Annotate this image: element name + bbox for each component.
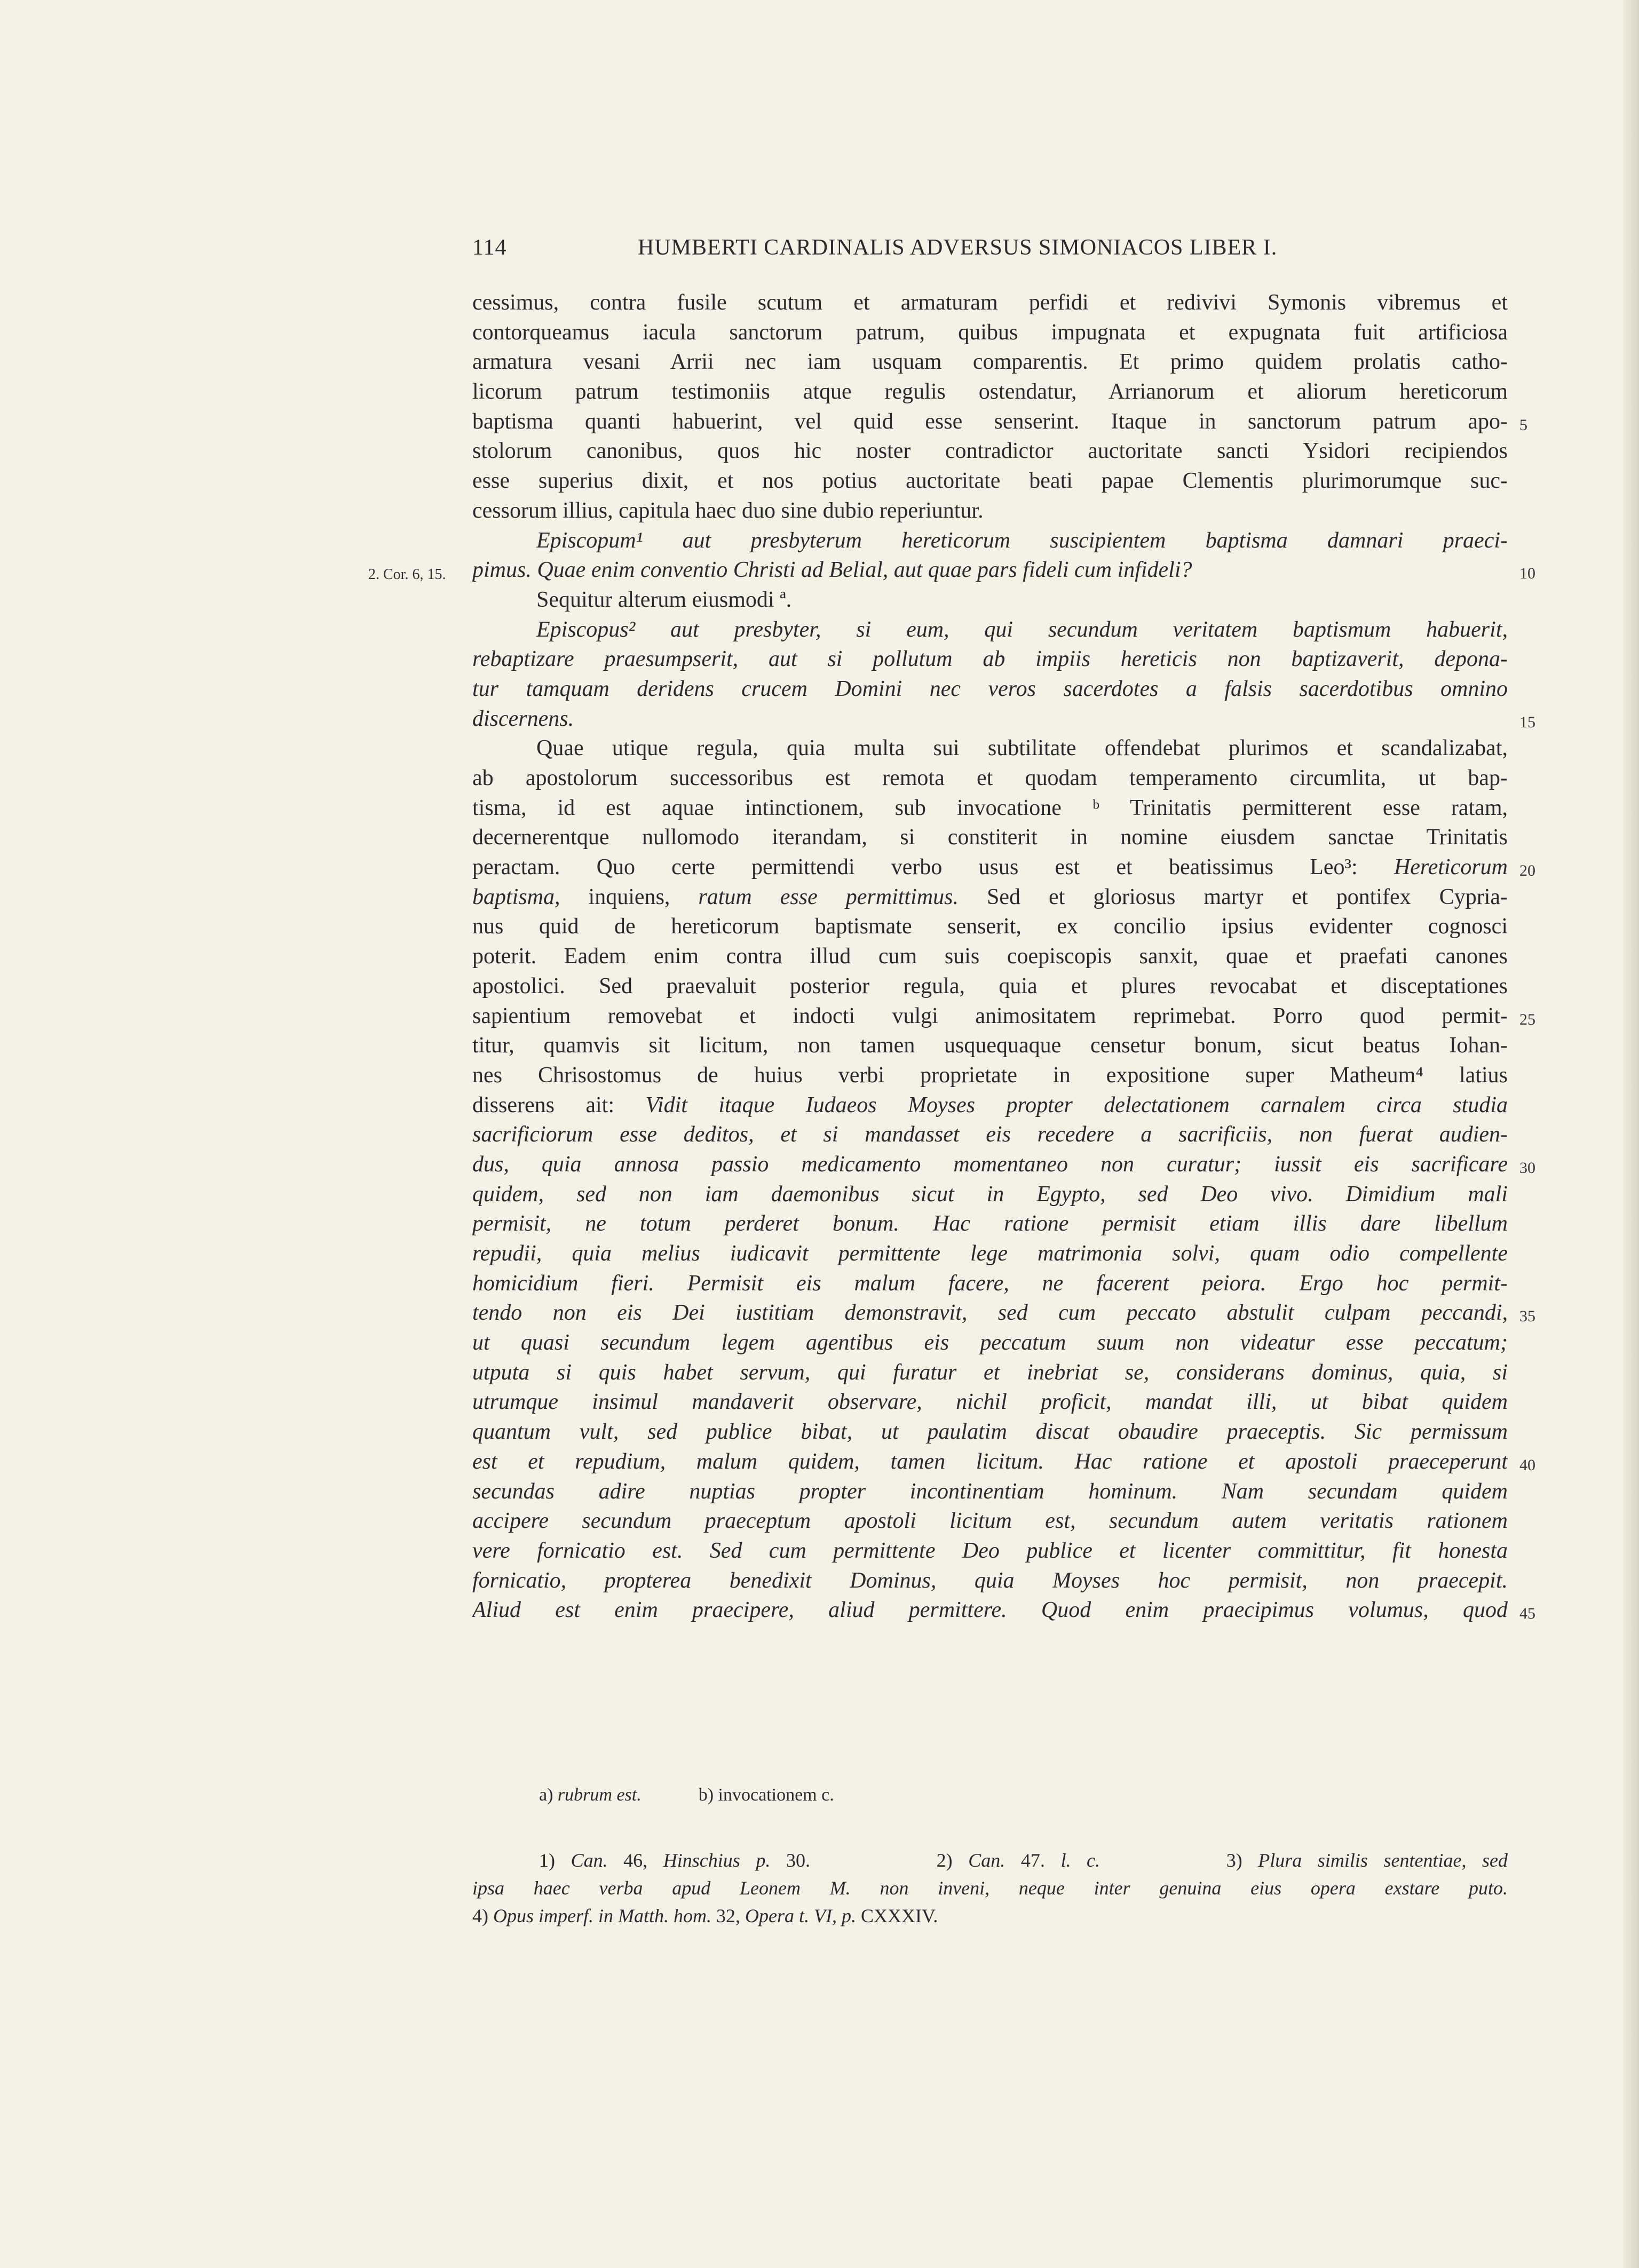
text-line	[472, 526, 1508, 556]
text-line	[472, 1477, 1508, 1507]
line-text: decernerentque nullomodo iterandam, si constiterit in nomine eiusdem sanctae Trinitatis	[472, 825, 1508, 850]
text-line	[472, 347, 1508, 377]
text-line	[472, 853, 1535, 883]
line-text: baptisma, inquiens, ratum esse permittimus. Sed et gloriosus martyr et pontifex Cypria-	[472, 884, 1508, 909]
line-text: esse superius dixit, et nos potius auctoritate beati papae Clementis plurimorumque suc-	[472, 469, 1508, 494]
page-edge-shadow	[1623, 0, 1639, 2268]
line-text: quantum vult, sed publice bibat, ut paulatim discat obaudire praeceptis. Sic permissum	[472, 1420, 1508, 1445]
text-line	[472, 1061, 1508, 1091]
line-number: 15	[1519, 713, 1535, 731]
text-line	[472, 1506, 1508, 1536]
text-line	[472, 437, 1508, 466]
text-line	[472, 823, 1508, 853]
running-title: HUMBERTI CARDINALIS ADVERSUS SIMONIACOS LIBER I.	[638, 235, 1278, 260]
critical-apparatus	[539, 1785, 834, 1805]
line-text: tur tamquam deridens crucem Domini nec veros sacerdotes a falsis sacerdotibus omnino	[472, 676, 1508, 701]
margin-reference: 2. Cor. 6, 15.	[368, 566, 446, 583]
line-text: Episcopum¹ aut presbyterum hereticorum suscipientem baptisma damnari praeci-	[536, 528, 1508, 553]
text-line	[368, 556, 1535, 585]
text-line	[472, 1596, 1535, 1625]
text-line	[472, 1447, 1535, 1477]
line-text: discernens.	[472, 706, 574, 731]
critical-note-b-text: invocationem c.	[718, 1785, 834, 1805]
text-line	[472, 794, 1508, 823]
line-text: est et repudium, malum quidem, tamen licitum. Hac ratione et apostoli praeceperunt	[472, 1449, 1508, 1474]
text-line	[472, 764, 1508, 794]
line-text: repudii, quia melius iudicavit permittente lege matrimonia solvi, quam odio compellente	[472, 1241, 1508, 1266]
line-text: ut quasi secundum legem agentibus eis peccatum suum non videatur esse peccatum;	[472, 1330, 1508, 1355]
line-text: Episcopus² aut presbyter, si eum, qui secundum veritatem baptismum habuerit,	[536, 617, 1508, 642]
line-text: rebaptizare praesumpserit, aut si pollutum ab impiis hereticis non baptizaverit, depona-	[472, 647, 1508, 672]
line-text: homicidium fieri. Permisit eis malum facere, ne facerent peiora. Ergo hoc permit-	[472, 1271, 1508, 1296]
line-text: ab apostolorum successoribus est remota et quodam temperamento circumlita, ut bap-	[472, 766, 1508, 790]
line-text: Sequitur alterum eiusmodi ª.	[536, 587, 792, 612]
footnotes	[472, 1846, 1508, 1930]
text-line	[472, 466, 1508, 496]
line-text: vere fornicatio est. Sed cum permittente Deo publice et licenter committitur, fit honesta	[472, 1538, 1508, 1563]
line-text: Aliud est enim praecipere, aliud permittere. Quod enim praecipimus volumus, quod	[472, 1598, 1508, 1623]
line-text: nes Chrisostomus de huius verbi proprietate in expositione super Matheum⁴ latius	[472, 1062, 1508, 1088]
text-line	[472, 1269, 1508, 1299]
line-number: 30	[1519, 1159, 1535, 1177]
footnote-line: 4) Opus imperf. in Matth. hom. 32, Opera t. VI, p. CXXXIV.	[472, 1905, 938, 1926]
critical-note-a-mark: a)	[539, 1785, 553, 1805]
page-number: 114	[472, 235, 507, 260]
line-text: poterit. Eadem enim contra illud cum suis coepiscopis sanxit, quae et praefati canones	[472, 944, 1508, 969]
text-line	[472, 496, 1508, 526]
line-text: accipere secundum praeceptum apostoli licitum est, secundum autem veritatis rationem	[472, 1509, 1508, 1534]
text-line	[472, 1120, 1508, 1150]
text-line	[472, 704, 1535, 734]
line-text: Quae utique regula, quia multa sui subtilitate offendebat plurimos et scandalizabat,	[536, 736, 1508, 761]
main-text	[368, 288, 1535, 1625]
line-number: 10	[1519, 565, 1535, 583]
text-line	[472, 1239, 1508, 1269]
line-number: 40	[1519, 1456, 1535, 1474]
line-number: 25	[1519, 1010, 1535, 1028]
line-text: secundas adire nuptias propter incontinentiam hominum. Nam secundam quidem	[472, 1479, 1508, 1504]
line-text: licorum patrum testimoniis atque regulis ostendatur, Arrianorum et aliorum hereticorum	[472, 379, 1508, 405]
text-line	[472, 407, 1527, 437]
text-line	[472, 1298, 1535, 1328]
line-number: 5	[1519, 416, 1527, 434]
line-number: 20	[1519, 862, 1535, 880]
text-line	[472, 1536, 1508, 1566]
text-line	[472, 1417, 1508, 1447]
footnote-line: ipsa haec verba apud Leonem M. non inveni, neque inter genuina eius opera exstare puto.	[472, 1877, 1508, 1899]
critical-note-b-mark: b)	[698, 1785, 714, 1805]
text-line	[472, 912, 1508, 942]
text-line	[472, 1091, 1508, 1121]
line-text: peractam. Quo certe permittendi verbo usus est et beatissimus Leo³: Hereticorum	[472, 855, 1508, 880]
line-text: dus, quia annosa passio medicamento momentaneo non curatur; iussit eis sacrificare	[472, 1152, 1508, 1177]
line-number: 35	[1519, 1307, 1535, 1326]
line-text: utputa si quis habet servum, qui furatur et inebriat se, considerans dominus, quia, si	[472, 1360, 1508, 1385]
text-line	[472, 883, 1508, 913]
line-text: utrumque insimul mandaverit observare, nichil proficit, mandat illi, ut bibat quidem	[472, 1390, 1508, 1415]
line-text: armatura vesani Arrii nec iam usquam comparentis. Et primo quidem prolatis catho-	[472, 350, 1508, 375]
text-line	[472, 615, 1508, 645]
text-line	[472, 288, 1508, 318]
line-text: cessorum illius, capitula haec duo sine dubio reperiuntur.	[472, 498, 984, 523]
text-line	[472, 1031, 1508, 1061]
text-line	[472, 1002, 1535, 1032]
line-text: pimus. Quae enim conventio Christi ad Belial, aut quae pars fideli cum infideli?	[472, 558, 1192, 583]
line-text: quidem, sed non iam daemonibus sicut in Egypto, sed Deo vivo. Dimidium mali	[472, 1181, 1508, 1207]
text-line	[472, 377, 1508, 407]
text-line	[472, 1328, 1508, 1358]
line-text: permisit, ne totum perderet bonum. Hac ratione permisit etiam illis dare libellum	[472, 1211, 1508, 1236]
line-text: tisma, id est aquae intinctionem, sub invocatione ᵇ Trinitatis permitterent esse ratam,	[472, 795, 1508, 820]
text-line	[472, 1566, 1508, 1596]
line-text: apostolici. Sed praevaluit posterior regula, quia et plures revocabat et disceptationes	[472, 973, 1508, 998]
critical-note-a-text: rubrum est.	[557, 1785, 642, 1805]
line-text: nus quid de hereticorum baptismate senserit, ex concilio ipsius evidenter cognosci	[472, 914, 1508, 939]
line-text: disserens ait: Vidit itaque Iudaeos Moyses propter delectationem carnalem circa studia	[472, 1092, 1508, 1117]
line-number: 45	[1519, 1605, 1535, 1623]
text-line	[472, 1180, 1508, 1210]
line-text: contorqueamus iacula sanctorum patrum, quibus impugnata et expugnata fuit artificiosa	[472, 320, 1508, 345]
text-line	[472, 675, 1508, 704]
line-text: sapientium removebat et indocti vulgi animositatem reprimebat. Porro quod permit-	[472, 1003, 1508, 1028]
line-text: baptisma quanti habuerint, vel quid esse senserint. Itaque in sanctorum patrum apo-	[472, 409, 1508, 434]
line-text: cessimus, contra fusile scutum et armaturam perfidi et redivivi Symonis vibremus et	[472, 290, 1508, 315]
line-text: fornicatio, propterea benedixit Dominus, quia Moyses hoc permisit, non praecepit.	[472, 1568, 1508, 1593]
text-line	[472, 942, 1508, 972]
line-text: sacrificiorum esse deditos, et si mandasset eis recedere a sacrificiis, non fuerat audien-	[472, 1122, 1508, 1147]
text-line	[472, 645, 1508, 675]
text-line	[472, 1150, 1535, 1180]
line-text: tendo non eis Dei iustitiam demonstravit, sed cum peccato abstulit culpam peccandi,	[472, 1300, 1508, 1326]
text-line	[472, 1209, 1508, 1239]
line-text: titur, quamvis sit licitum, non tamen usquequaque censetur bonum, sicut beatus Iohan-	[472, 1033, 1508, 1058]
text-line	[472, 1387, 1508, 1417]
text-line	[472, 318, 1508, 348]
text-line	[472, 1358, 1508, 1388]
text-line	[472, 972, 1508, 1002]
text-line	[472, 585, 1508, 615]
footnote-line: 1) Can. 46, Hinschius p. 30. 2) Can. 47. l. c. 3) Plura similis sententiae, sed	[539, 1850, 1508, 1871]
text-line	[472, 734, 1508, 764]
line-text: stolorum canonibus, quos hic noster contradictor auctoritate sancti Ysidori recipiendos	[472, 439, 1508, 464]
